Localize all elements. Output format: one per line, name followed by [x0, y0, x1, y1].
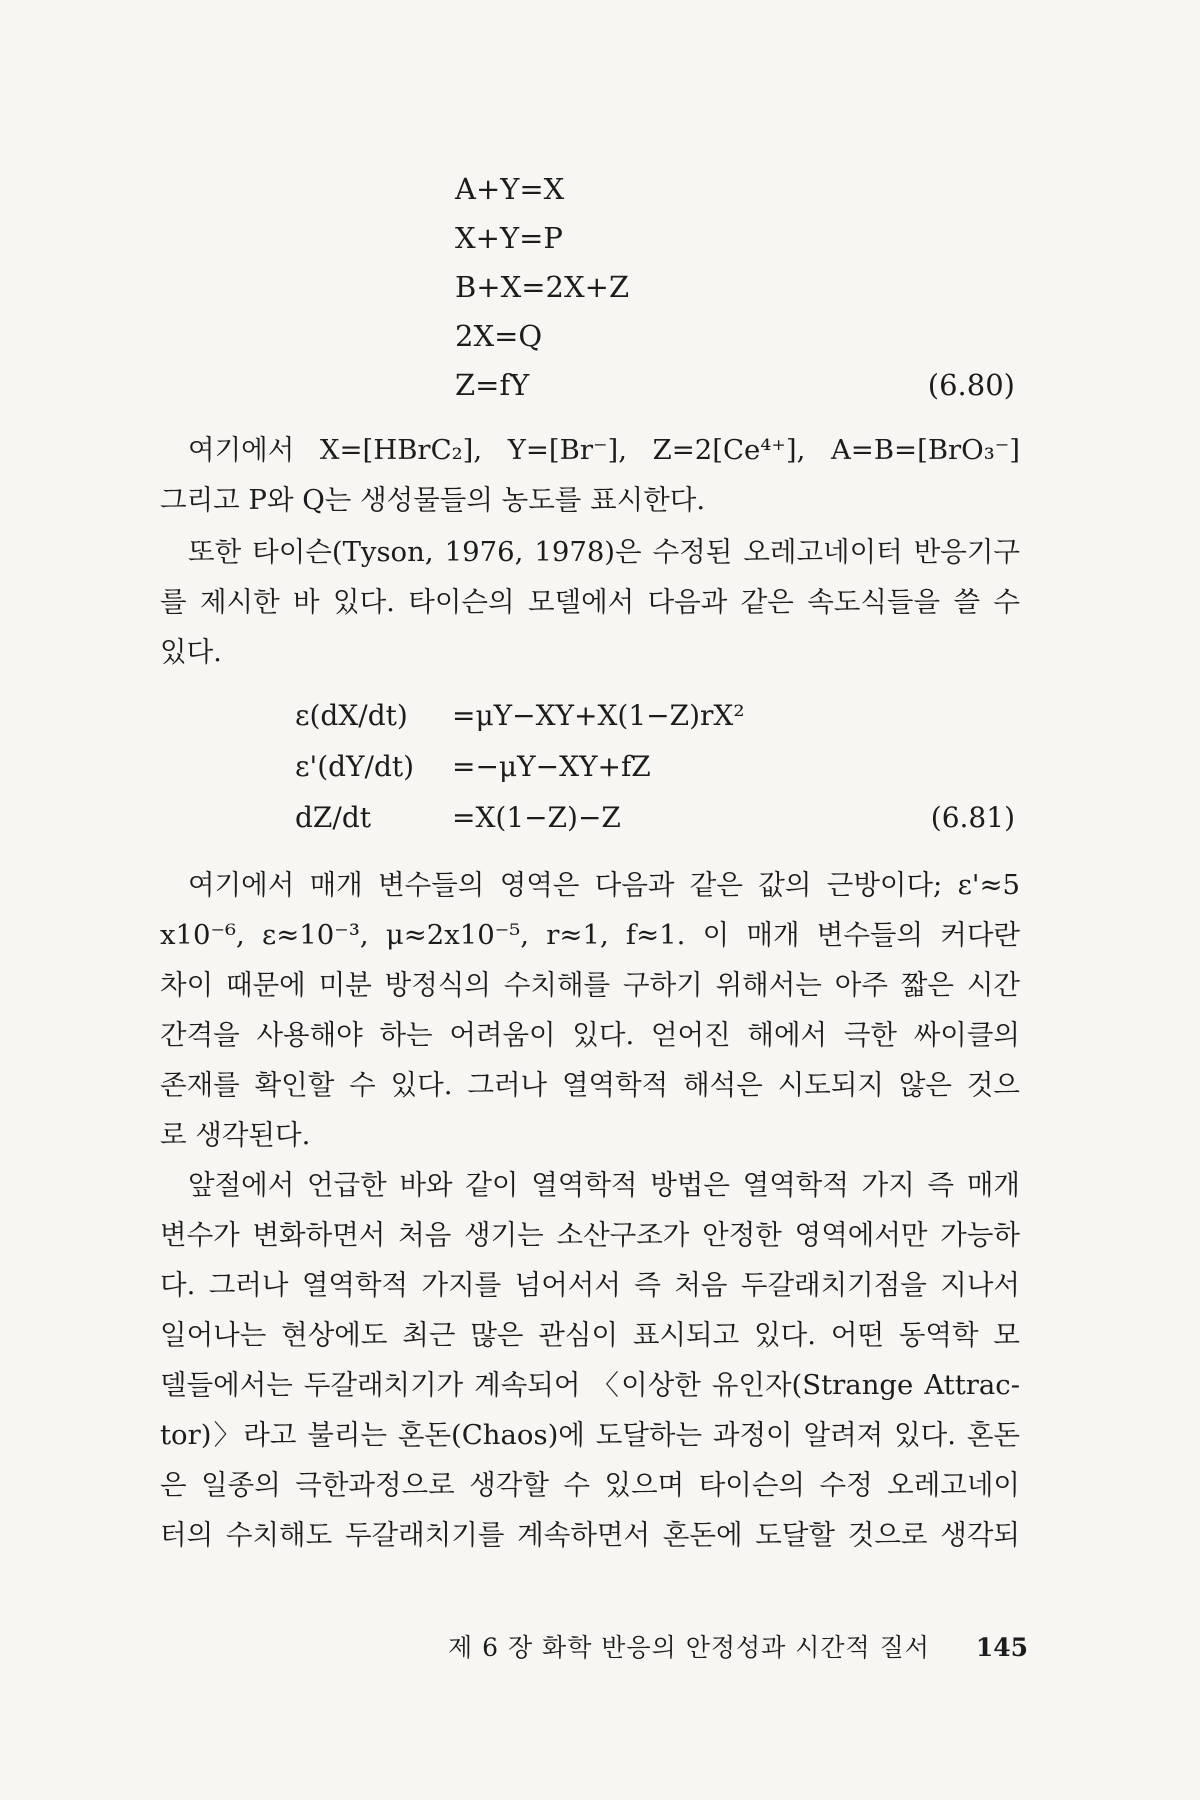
equation-rhs: =X(1−Z)−Z — [452, 801, 621, 834]
page-footer — [448, 1630, 1028, 1666]
equation-line — [455, 165, 1015, 214]
text-line: 델들에서는 두갈래치기가 계속되어 〈이상한 유인자(Strange Attrac- — [160, 1369, 1020, 1401]
text-line: 또한 타이슨(Tyson, 1976, 1978)은 수정된 오레고네이터 반응기구 — [188, 536, 1020, 568]
equation-rhs: =μY−XY+X(1−Z)rX² — [452, 699, 745, 732]
paragraph-tyson-model — [160, 527, 1020, 677]
equation-text: 2X=Q — [455, 319, 543, 353]
equation-block-6-81 — [295, 690, 1015, 843]
equation-line — [295, 741, 1015, 792]
equation-rhs: =−μY−XY+fZ — [452, 750, 651, 783]
text-line: 로 생각된다. — [160, 1119, 311, 1151]
equation-line — [295, 690, 1015, 741]
text-line: 변수가 변화하면서 처음 생기는 소산구조가 안정한 영역에서만 가능하 — [160, 1219, 1020, 1251]
paragraph-parameters — [160, 860, 1020, 1160]
equation-text: X+Y=P — [455, 221, 563, 255]
text-line: 터의 수치해도 두갈래치기를 계속하면서 혼돈에 도달할 것으로 생각되 — [160, 1519, 1020, 1551]
text-line: 다. 그러나 열역학적 가지를 넘어서서 즉 처음 두갈래치기점을 지나서 — [160, 1269, 1020, 1301]
equation-number: (6.80) — [927, 368, 1015, 402]
equation-text: A+Y=X — [455, 172, 565, 206]
equation-lhs: ε'(dY/dt) — [295, 750, 415, 783]
text-line: 일어나는 현상에도 최근 많은 관심이 표시되고 있다. 어떤 동역학 모 — [160, 1319, 1020, 1351]
text-line: 있다. — [160, 636, 222, 668]
paragraph-chaos — [160, 1160, 1020, 1560]
equation-lhs: ε(dX/dt) — [295, 699, 408, 732]
equation-text: Z=fY — [455, 368, 530, 402]
text-line: 여기에서 X=[HBrC₂], Y=[Br⁻], Z=2[Ce⁴⁺], A=B=[BrO₃⁻] — [188, 434, 1020, 466]
equation-text: B+X=2X+Z — [455, 270, 630, 304]
text-line: x10⁻⁶, ε≈10⁻³, μ≈2x10⁻⁵, r≈1, f≈1. 이 매개 변수들의 커다란 — [160, 919, 1020, 951]
equation-block-6-80 — [455, 165, 1015, 410]
text-line: 간격을 사용해야 하는 어려움이 있다. 얻어진 해에서 극한 싸이클의 — [160, 1019, 1020, 1051]
equation-number: (6.81) — [930, 801, 1015, 834]
text-line: 그리고 P와 Q는 생성물들의 농도를 표시한다. — [160, 484, 706, 516]
equation-line — [295, 792, 1015, 843]
equation-line — [455, 312, 1015, 361]
text-line: 은 일종의 극한과정으로 생각할 수 있으며 타이슨의 수정 오레고네이 — [160, 1469, 1020, 1501]
text-line: 여기에서 매개 변수들의 영역은 다음과 같은 값의 근방이다; ε'≈5 — [188, 869, 1020, 901]
text-line: 를 제시한 바 있다. 타이슨의 모델에서 다음과 같은 속도식들을 쓸 수 — [160, 586, 1020, 618]
text-line: 앞절에서 언급한 바와 같이 열역학적 방법은 열역학적 가지 즉 매개 — [188, 1169, 1020, 1201]
chapter-title: 제 6 장 화학 반응의 안정성과 시간적 질서 — [448, 1633, 930, 1662]
paragraph-definitions — [160, 425, 1020, 525]
page-number: 145 — [975, 1633, 1028, 1662]
equation-line — [455, 361, 1015, 410]
equation-lhs: dZ/dt — [295, 801, 371, 834]
equation-line — [455, 214, 1015, 263]
text-line: tor)〉라고 불리는 혼돈(Chaos)에 도달하는 과정이 알려져 있다. 혼돈 — [160, 1419, 1020, 1451]
text-line: 차이 때문에 미분 방정식의 수치해를 구하기 위해서는 아주 짧은 시간 — [160, 969, 1020, 1001]
equation-line — [455, 263, 1015, 312]
text-line: 존재를 확인할 수 있다. 그러나 열역학적 해석은 시도되지 않은 것으 — [160, 1069, 1020, 1101]
